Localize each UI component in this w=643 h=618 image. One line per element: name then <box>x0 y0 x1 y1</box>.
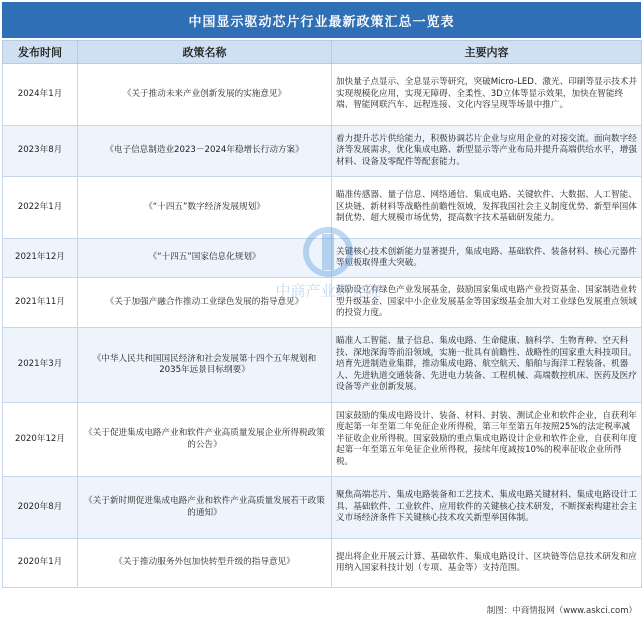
table-row <box>3 539 642 588</box>
row-date: 2021年12月 <box>3 239 78 278</box>
row-date: 2024年1月 <box>3 64 78 126</box>
row-content: 鼓励设立有绿色产业发展基金，鼓励国家集成电路产业投资基金、国家制造业转型升级基金、国家中小企业发展基金等国家级基金加大对工业绿色发展重点领域的投资力度。 <box>332 278 642 328</box>
row-date: 2020年8月 <box>3 477 78 539</box>
policy-table <box>2 40 642 588</box>
table-row <box>3 278 642 328</box>
header-content: 主要内容 <box>332 41 642 64</box>
page-title: 中国显示驱动芯片行业最新政策汇总一览表 <box>2 2 641 38</box>
row-name: 《“十四五”国家信息化规划》 <box>78 239 332 278</box>
row-date: 2023年8月 <box>3 126 78 177</box>
table-header-row <box>3 41 642 64</box>
row-name: 《关于推动未来产业创新发展的实施意见》 <box>78 64 332 126</box>
row-date: 2020年12月 <box>3 403 78 477</box>
row-content: 提出将企业开展云计算、基础软件、集成电路设计、区块链等信息技术研发和应用纳入国家科技计划（专项、基金等）支持范围。 <box>332 539 642 588</box>
row-name: 《关于加强产融合作推动工业绿色发展的指导意见》 <box>78 278 332 328</box>
row-name: 《中华人民共和国国民经济和社会发展第十四个五年规划和2035年远景目标纲要》 <box>78 328 332 403</box>
table-row <box>3 126 642 177</box>
header-name: 政策名称 <box>78 41 332 64</box>
row-name: 《关于新时期促进集成电路产业和软件产业高质量发展若干政策的通知》 <box>78 477 332 539</box>
table-row <box>3 239 642 278</box>
row-content: 关键核心技术创新能力显著提升，集成电路、基础软件、装备材料、核心元器件等短板取得重大突破。 <box>332 239 642 278</box>
watermark-text: 中商产业研究院 <box>275 282 381 300</box>
table-row <box>3 177 642 239</box>
row-content: 加快量子点显示、全息显示等研究，突破Micro-LED、激光、印刷等显示技术并实现规模化应用，实现无障碍、全柔性、3D立体等显示效果，加快在智能终端、智能网联汽车、远程连接、文化内容呈现等场景中推广。 <box>332 64 642 126</box>
header-date: 发布时间 <box>3 41 78 64</box>
table-row <box>3 403 642 477</box>
row-date: 2020年1月 <box>3 539 78 588</box>
row-content: 国家鼓励的集成电路设计、装备、材料、封装、测试企业和软件企业，自获利年度起第一年至第二年免征企业所得税，第三年至第五年按照25%的法定税率减半征收企业所得税。国家鼓励的重点集成电路设计企业和软件企业，自获利年度起第一年至第五年免征企业所得税，接续年度减按10%的税率征收企业所得税。 <box>332 403 642 477</box>
table-row <box>3 477 642 539</box>
row-content: 瞄准传感器、量子信息、网络通信、集成电路、关键软件、大数据、人工智能、区块链、新材料等战略性前瞻性领域，发挥我国社会主义制度优势、新型举国体制优势、超大规模市场优势，提高数字技术基础研发能力。 <box>332 177 642 239</box>
row-content: 聚焦高端芯片、集成电路装备和工艺技术、集成电路关键材料、集成电路设计工具、基础软件、工业软件、应用软件的关键核心技术研发，不断探索构建社会主义市场经济条件下关键核心技术攻关新型举国体制。 <box>332 477 642 539</box>
row-name: 《关于促进集成电路产业和软件产业高质量发展企业所得税政策的公告》 <box>78 403 332 477</box>
row-date: 2021年11月 <box>3 278 78 328</box>
row-content: 着力提升芯片供给能力，积极协调芯片企业与应用企业的对接交流。面向数字经济等发展需求，优化集成电路、新型显示等产业布局并提升高端供给水平，增强材料、设备及零配件等配套能力。 <box>332 126 642 177</box>
table-row <box>3 328 642 403</box>
row-name: 《关于推动服务外包加快转型升级的指导意见》 <box>78 539 332 588</box>
row-content: 瞄准人工智能、量子信息、集成电路、生命健康、脑科学、生物育种、空天科技、深地深海等前沿领域，实施一批具有前瞻性、战略性的国家重大科技项目。培育先进制造业集群，推动集成电路、航空航天、船舶与海洋工程装备、机器人、先进轨道交通装备、先进电力装备、工程机械、高端数控机床、医药及医疗设备等产业创新发展。 <box>332 328 642 403</box>
row-name: 《电子信息制造业2023－2024年稳增长行动方案》 <box>78 126 332 177</box>
source-note: 制图：中商情报网（www.askci.com） <box>486 606 637 616</box>
row-name: 《“十四五”数字经济发展规划》 <box>78 177 332 239</box>
row-date: 2022年1月 <box>3 177 78 239</box>
row-date: 2021年3月 <box>3 328 78 403</box>
table-row <box>3 64 642 126</box>
